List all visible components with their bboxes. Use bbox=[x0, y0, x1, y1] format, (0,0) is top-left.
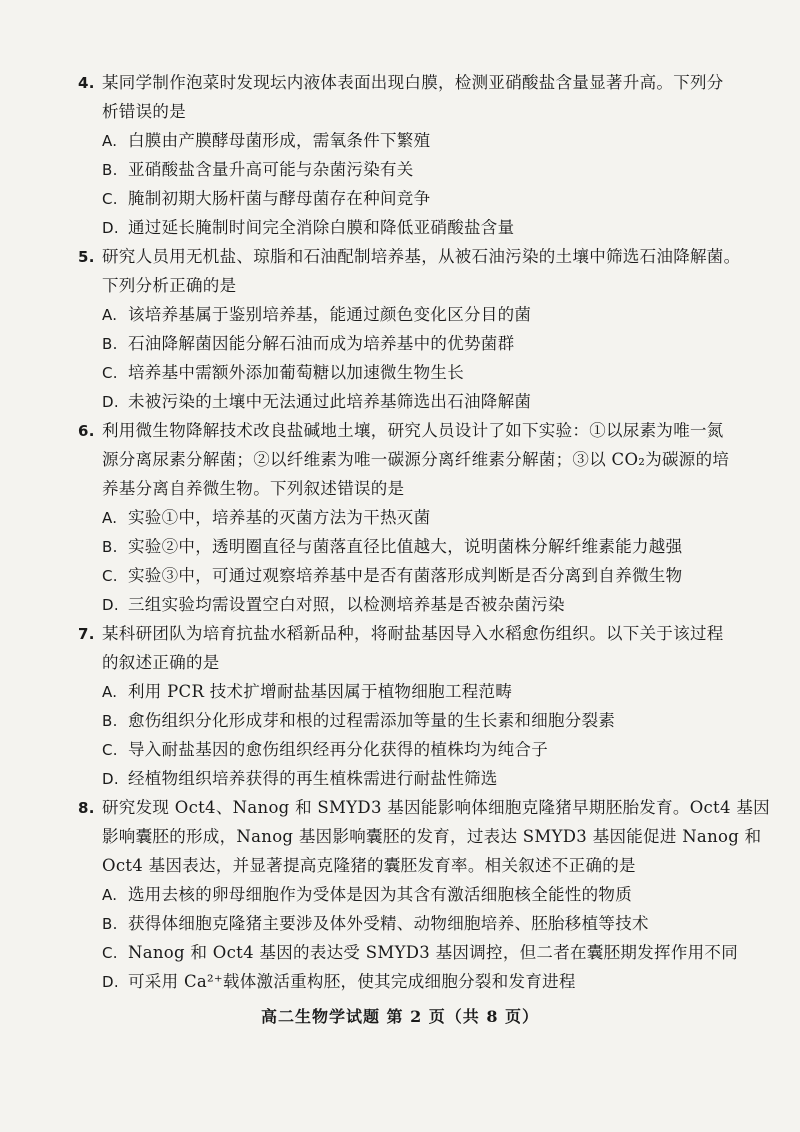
option-text: 三组实验均需设置空白对照，以检测培养基是否被杂菌污染 bbox=[128, 595, 565, 614]
question-stem-line: 某同学制作泡菜时发现坛内液体表面出现白膜，检测亚硝酸盐含量显著升高。下列分 bbox=[102, 73, 724, 92]
question-number: 7. bbox=[78, 625, 95, 643]
question-number: 5. bbox=[78, 248, 95, 266]
option-b bbox=[78, 909, 718, 938]
question-number: 8. bbox=[78, 799, 95, 817]
option-a bbox=[78, 300, 718, 329]
option-text: 经植物组织培养获得的再生植株需进行耐盐性筛选 bbox=[128, 769, 498, 788]
option-letter: C. bbox=[102, 364, 118, 382]
option-d bbox=[78, 764, 718, 793]
option-d bbox=[78, 387, 718, 416]
option-letter: C. bbox=[102, 944, 118, 962]
question-stem-line: 研究人员用无机盐、琼脂和石油配制培养基，从被石油污染的土壤中筛选石油降解菌。 bbox=[102, 247, 741, 266]
option-letter: D. bbox=[102, 596, 119, 614]
option-letter: A. bbox=[102, 509, 118, 527]
question-5 bbox=[78, 242, 741, 416]
option-text: Nanog 和 Oct4 基因的表达受 SMYD3 基因调控，但二者在囊胚期发挥作用不同 bbox=[128, 943, 739, 962]
option-d bbox=[78, 967, 718, 996]
option-text: 选用去核的卵母细胞作为受体是因为其含有激活细胞核全能性的物质 bbox=[128, 885, 632, 904]
option-text: 利用 PCR 技术扩增耐盐基因属于植物细胞工程范畴 bbox=[128, 682, 513, 701]
question-stem-line: 养基分离自养微生物。下列叙述错误的是 bbox=[102, 479, 405, 498]
option-a bbox=[78, 503, 718, 532]
question-stem-line: 的叙述正确的是 bbox=[102, 653, 220, 672]
question-7 bbox=[78, 619, 724, 793]
question-stem-line: Oct4 基因表达，并显著提高克隆猪的囊胚发育率。相关叙述不正确的是 bbox=[102, 856, 636, 875]
option-letter: C. bbox=[102, 190, 118, 208]
question-8 bbox=[78, 793, 770, 996]
question-number: 6. bbox=[78, 422, 95, 440]
question-stem-line: 下列分析正确的是 bbox=[102, 276, 237, 295]
option-a bbox=[78, 677, 718, 706]
option-letter: C. bbox=[102, 741, 118, 759]
option-text: 实验①中，培养基的灭菌方法为干热灭菌 bbox=[128, 508, 431, 527]
option-d bbox=[78, 590, 718, 619]
option-letter: B. bbox=[102, 538, 118, 556]
option-b bbox=[78, 706, 718, 735]
option-text: 获得体细胞克隆猪主要涉及体外受精、动物细胞培养、胚胎移植等技术 bbox=[128, 914, 649, 933]
option-text: 实验②中，透明圈直径与菌落直径比值越大，说明菌株分解纤维素能力越强 bbox=[128, 537, 683, 556]
option-letter: D. bbox=[102, 393, 119, 411]
option-letter: D. bbox=[102, 219, 119, 237]
option-letter: A. bbox=[102, 683, 118, 701]
option-letter: A. bbox=[102, 306, 118, 324]
option-c bbox=[78, 735, 718, 764]
page-footer: 高二生物学试题 第 2 页（共 8 页） bbox=[260, 1007, 540, 1026]
option-text: 未被污染的土壤中无法通过此培养基筛选出石油降解菌 bbox=[128, 392, 532, 411]
option-text: 愈伤组织分化形成芽和根的过程需添加等量的生长素和细胞分裂素 bbox=[128, 711, 616, 730]
option-letter: B. bbox=[102, 915, 118, 933]
option-letter: B. bbox=[102, 335, 118, 353]
question-stem-line: 析错误的是 bbox=[102, 102, 186, 121]
option-letter: C. bbox=[102, 567, 118, 585]
question-6 bbox=[78, 416, 730, 619]
option-text: 该培养基属于鉴别培养基，能通过颜色变化区分目的菌 bbox=[128, 305, 532, 324]
question-4 bbox=[78, 68, 724, 242]
question-number: 4. bbox=[78, 74, 95, 92]
option-letter: D. bbox=[102, 973, 119, 991]
option-text: 亚硝酸盐含量升高可能与杂菌污染有关 bbox=[128, 160, 414, 179]
option-text: 腌制初期大肠杆菌与酵母菌存在种间竞争 bbox=[128, 189, 431, 208]
question-stem-line: 某科研团队为培育抗盐水稻新品种，将耐盐基因导入水稻愈伤组织。以下关于该过程 bbox=[102, 624, 724, 643]
option-d bbox=[78, 213, 718, 242]
question-stem-line: 源分离尿素分解菌；②以纤维素为唯一碳源分离纤维素分解菌；③以 CO₂为碳源的培 bbox=[102, 450, 730, 469]
question-stem-line: 利用微生物降解技术改良盐碱地土壤，研究人员设计了如下实验：①以尿素为唯一氮 bbox=[102, 421, 724, 440]
option-letter: B. bbox=[102, 161, 118, 179]
option-letter: A. bbox=[102, 132, 118, 150]
option-c bbox=[78, 184, 718, 213]
option-letter: A. bbox=[102, 886, 118, 904]
option-b bbox=[78, 329, 718, 358]
option-c bbox=[78, 358, 718, 387]
option-letter: D. bbox=[102, 770, 119, 788]
option-text: 石油降解菌因能分解石油而成为培养基中的优势菌群 bbox=[128, 334, 515, 353]
option-a bbox=[78, 880, 718, 909]
option-a bbox=[78, 126, 718, 155]
question-stem-line: 研究发现 Oct4、Nanog 和 SMYD3 基因能影响体细胞克隆猪早期胚胎发育。Oct4 基因 bbox=[102, 798, 770, 817]
option-text: 白膜由产膜酵母菌形成，需氧条件下繁殖 bbox=[128, 131, 431, 150]
option-text: 实验③中，可通过观察培养基中是否有菌落形成判断是否分离到自养微生物 bbox=[128, 566, 683, 585]
option-text: 培养基中需额外添加葡萄糖以加速微生物生长 bbox=[128, 363, 464, 382]
option-c bbox=[78, 561, 718, 590]
question-stem-line: 影响囊胚的形成，Nanog 基因影响囊胚的发育，过表达 SMYD3 基因能促进 Nanog 和 bbox=[102, 827, 762, 846]
option-text: 导入耐盐基因的愈伤组织经再分化获得的植株均为纯合子 bbox=[128, 740, 548, 759]
option-c bbox=[78, 938, 739, 967]
option-b bbox=[78, 155, 718, 184]
option-letter: B. bbox=[102, 712, 118, 730]
option-text: 可采用 Ca²⁺载体激活重构胚，使其完成细胞分裂和发育进程 bbox=[128, 972, 576, 991]
option-text: 通过延长腌制时间完全消除白膜和降低亚硝酸盐含量 bbox=[128, 218, 515, 237]
option-b bbox=[78, 532, 718, 561]
